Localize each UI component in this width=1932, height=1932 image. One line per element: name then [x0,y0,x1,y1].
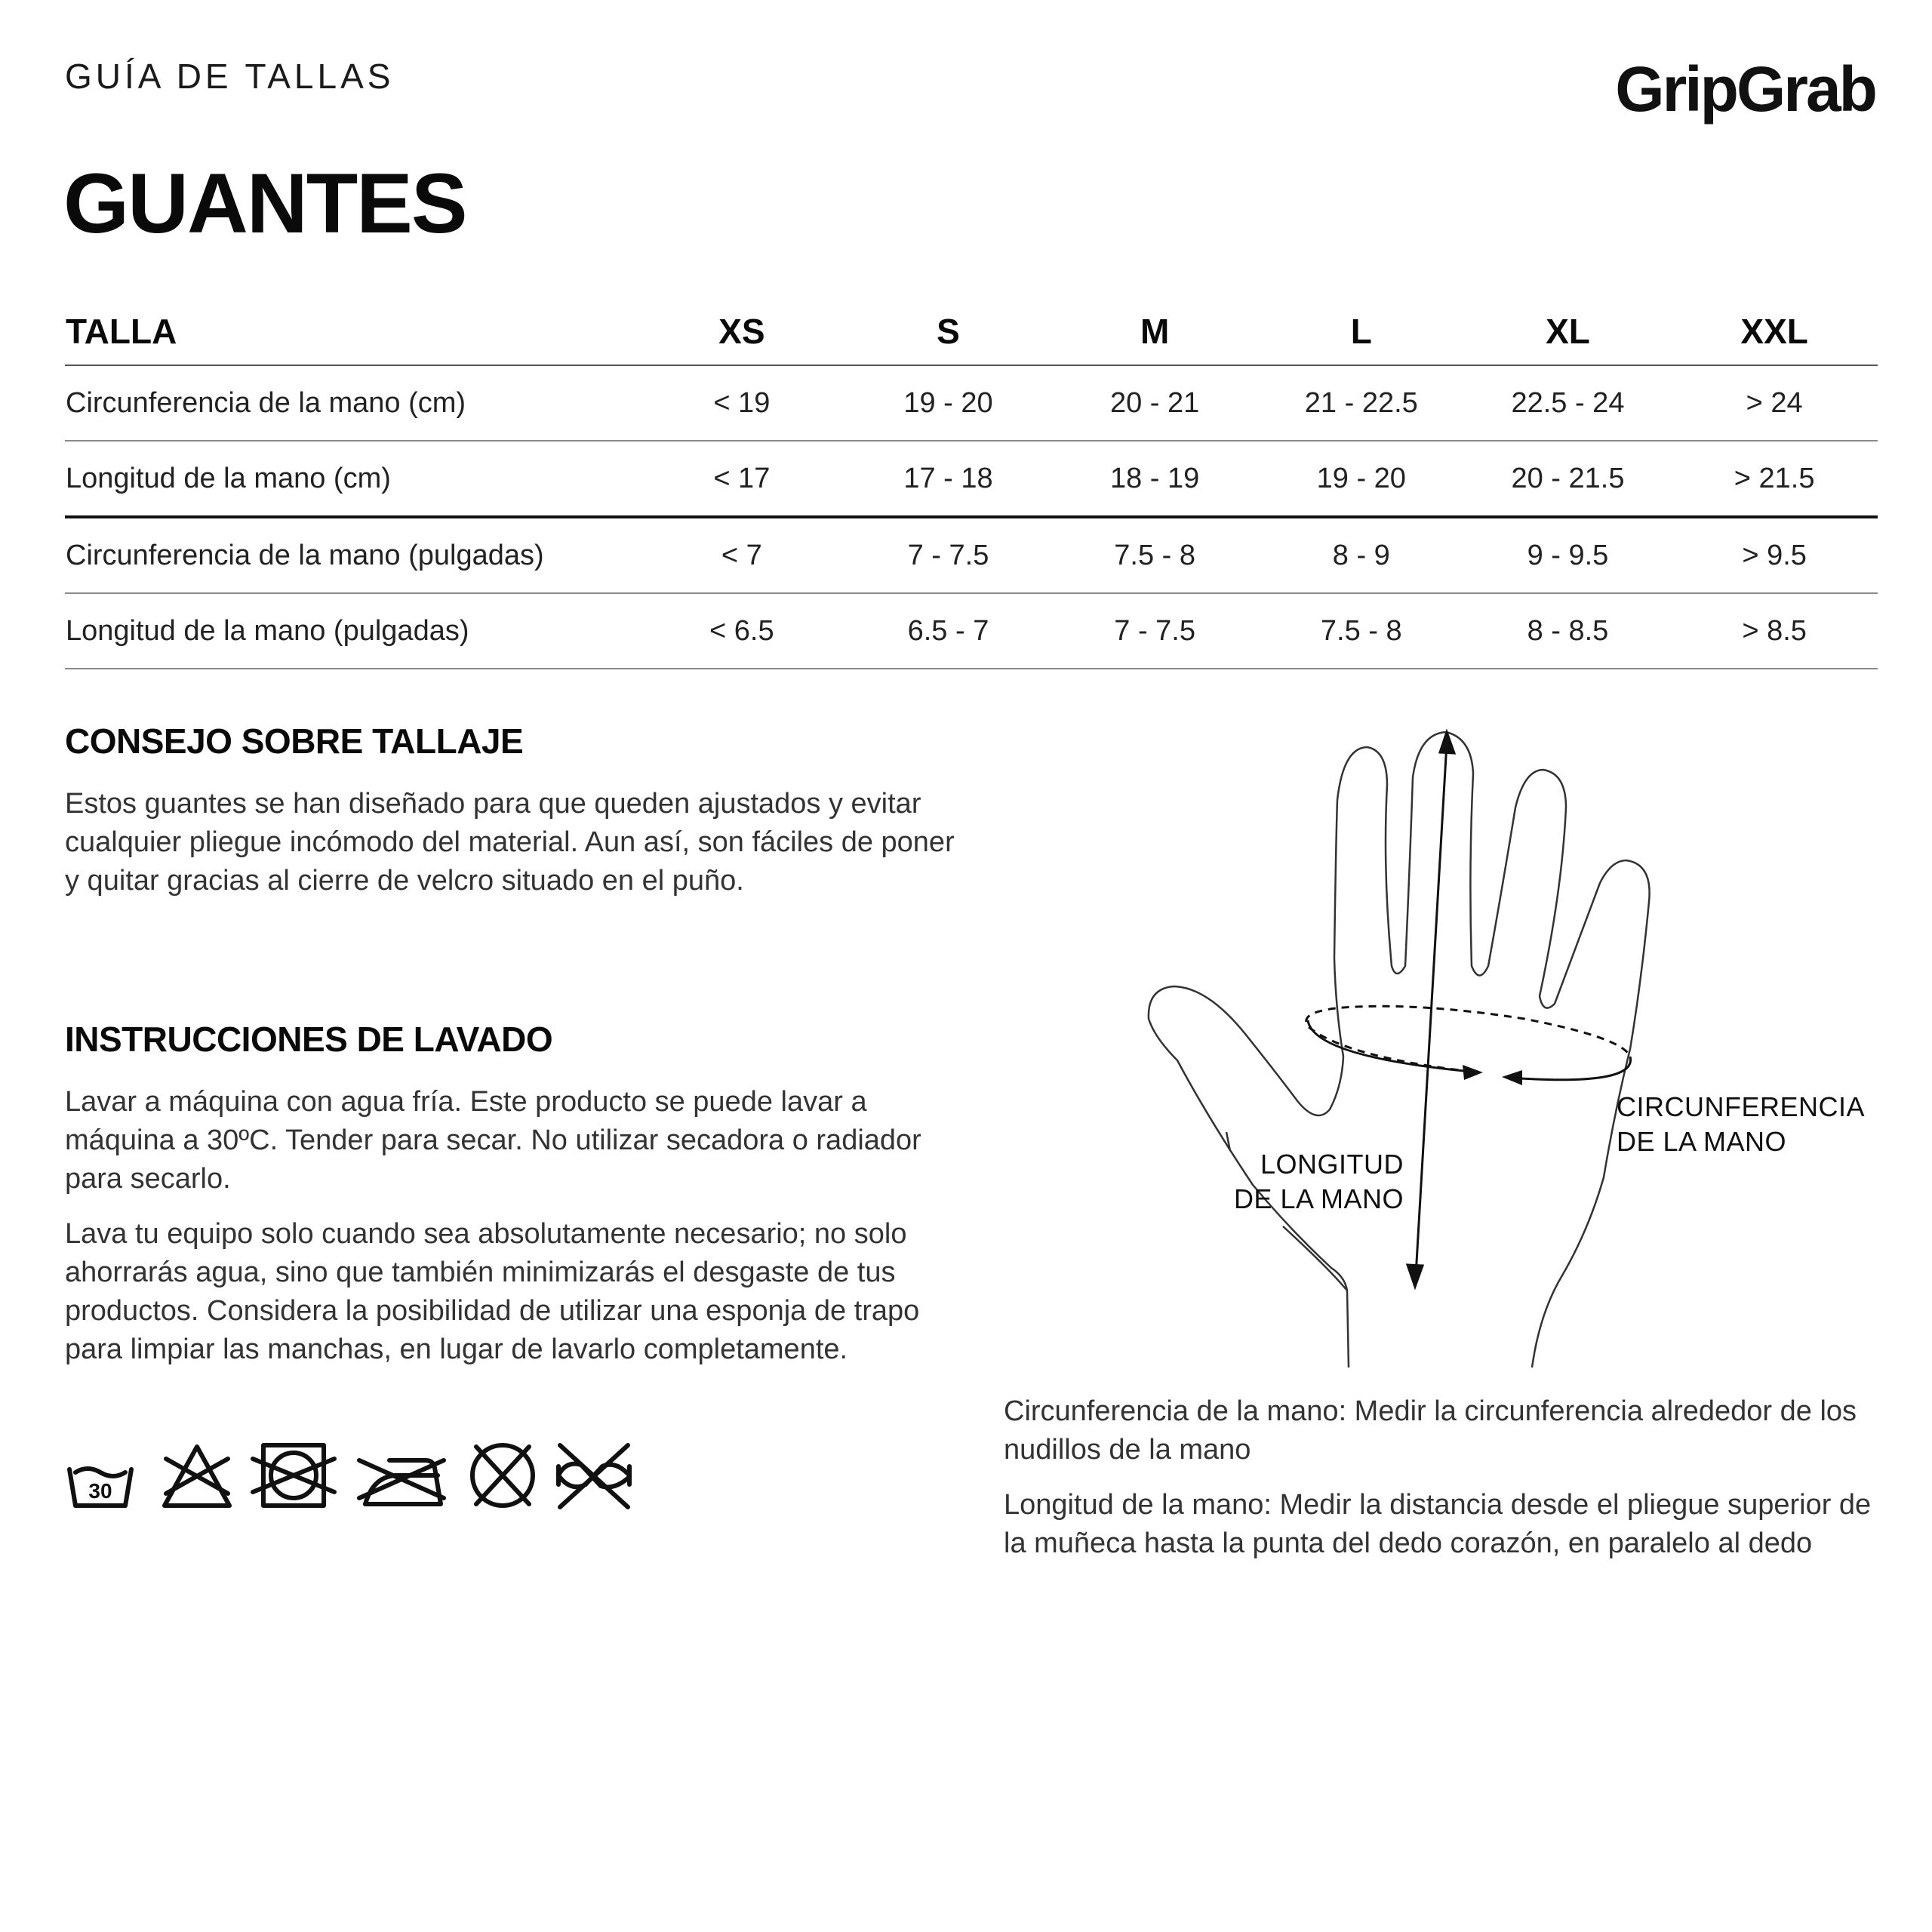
measurement-notes [1004,1392,1894,1563]
column-header-xs: XS [638,298,845,365]
fit-advice-text: Estos guantes se han diseñado para que queden ajustados y evitar cualquier pliegue incómodo del material. Aun así, son fáciles de poner y quitar gracias al cierre de velcro situado en el puño. [65,788,955,897]
wash-paragraph: Lavar a máquina con agua fría. Este producto se puede lavar a máquina a 30ºC. Tender para secar. No utilizar secadora o radiador para secarlo. [65,1086,921,1195]
row-label: Longitud de la mano (cm) [65,441,638,517]
table-cell: 18 - 19 [1051,441,1258,517]
circumference-arrowheads [1463,1065,1522,1085]
circumference-note: Circunferencia de la mano: Medir la circunferencia alrededor de los nudillos de la mano [1004,1395,1857,1466]
column-header-xl: XL [1465,298,1672,365]
table-cell: > 24 [1671,365,1878,441]
no-tumble-dry-icon [253,1445,334,1506]
hand-diagram [1132,713,1887,1392]
guide-eyebrow: GUÍA DE TALLAS [65,57,395,96]
wash-paragraph: Lava tu equipo solo cuando sea absolutamente necesario; no solo ahorrarás agua, sino que también minimizarás el desgaste de tus productos. Considera la posibilidad de utilizar una esponja de trapo para limpiar las manchas, en lugar de lavarlo completamente. [65,1218,920,1365]
table-cell: > 21.5 [1671,441,1878,517]
table-cell: 19 - 20 [1258,441,1465,517]
table-cell: 7.5 - 8 [1051,517,1258,593]
brand-logo: GripGrab [1615,54,1875,125]
table-cell: 7.5 - 8 [1258,593,1465,669]
table-cell: 20 - 21.5 [1465,441,1672,517]
table-cell: 9 - 9.5 [1465,517,1672,593]
column-header-xxl: XXL [1671,298,1878,365]
table-row [65,365,1878,441]
no-wring-icon [558,1445,629,1507]
table-cell: 17 - 18 [845,441,1052,517]
table-row [65,517,1878,593]
no-iron-icon [359,1460,444,1504]
circumference-label-line: CIRCUNFERENCIA [1617,1091,1866,1122]
wash-temp-label: 30 [88,1479,112,1503]
wash-30-icon [69,1469,131,1506]
table-row [65,593,1878,669]
length-note: Longitud de la mano: Medir la distancia desde el pliegue superior de la muñeca hasta la punta del dedo corazón, en paralelo al dedo [1004,1489,1872,1559]
table-cell: 21 - 22.5 [1258,365,1465,441]
table-cell: 7 - 7.5 [1051,593,1258,669]
size-table [65,298,1878,669]
column-header-size: TALLA [65,298,638,365]
table-row [65,441,1878,517]
column-header-s: S [845,298,1052,365]
table-cell: 8 - 9 [1258,517,1465,593]
table-cell: 8 - 8.5 [1465,593,1672,669]
wash-instructions-text [65,1083,955,1369]
page-title: GUANTES [63,156,466,251]
table-cell: < 19 [638,365,845,441]
table-cell: < 7 [638,517,845,593]
table-cell: 7 - 7.5 [845,517,1052,593]
no-dry-clean-icon [472,1445,533,1506]
table-cell: > 9.5 [1671,517,1878,593]
care-icons [65,1438,654,1521]
table-cell: 6.5 - 7 [845,593,1052,669]
column-header-m: M [1051,298,1258,365]
column-header-l: L [1258,298,1465,365]
length-label [1200,1147,1404,1217]
no-bleach-icon [165,1447,229,1506]
length-arrow [1407,732,1454,1287]
table-cell: 22.5 - 24 [1465,365,1672,441]
table-cell: 20 - 21 [1051,365,1258,441]
table-cell: < 6.5 [638,593,845,669]
row-label: Circunferencia de la mano (cm) [65,365,638,441]
circumference-label [1617,1090,1865,1159]
table-cell: < 17 [638,441,845,517]
table-cell: 19 - 20 [845,365,1052,441]
wash-instructions-title: INSTRUCCIONES DE LAVADO [65,1020,553,1059]
row-label: Circunferencia de la mano (pulgadas) [65,517,638,593]
length-label-line: LONGITUD [1260,1149,1404,1180]
hand-outline [1149,732,1650,1367]
table-header-row [65,298,1878,365]
table-cell: > 8.5 [1671,593,1878,669]
fit-advice-title: CONSEJO SOBRE TALLAJE [65,721,524,761]
length-label-line: DE LA MANO [1233,1183,1404,1214]
circumference-label-line: DE LA MANO [1617,1126,1787,1157]
row-label: Longitud de la mano (pulgadas) [65,593,638,669]
